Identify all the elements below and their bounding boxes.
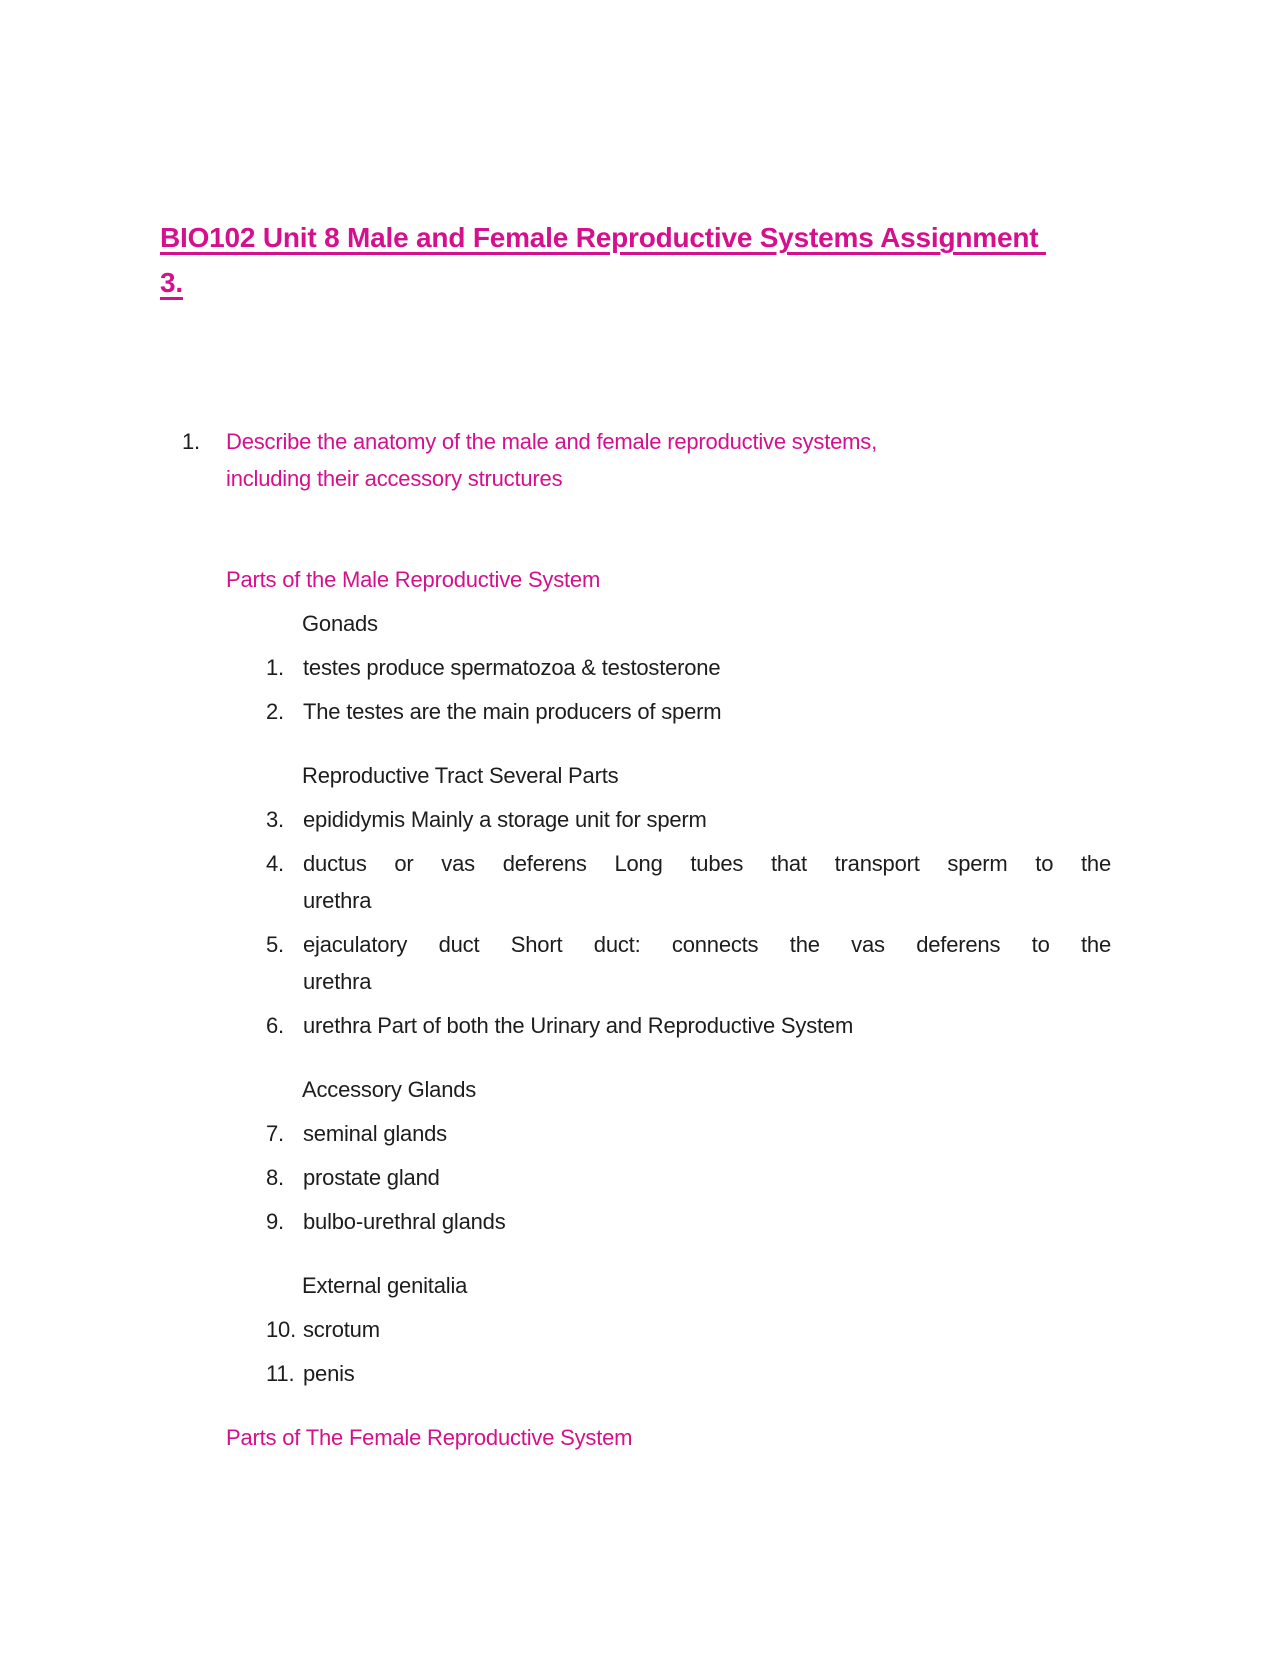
list-item-2	[266, 693, 1280, 730]
list-item-1-text: testes produce spermatozoa & testosterone	[303, 655, 721, 680]
question-number: 1.	[182, 429, 200, 454]
list-item-9-number: 9.	[266, 1209, 284, 1234]
subheading-external-genitalia: External genitalia	[302, 1273, 468, 1298]
document-title	[160, 215, 1160, 305]
list-item-1	[266, 649, 1280, 686]
male-section-heading: Parts of the Male Reproductive System	[226, 567, 601, 592]
list-item-9-text: bulbo-urethral glands	[303, 1209, 506, 1234]
list-item-8-number: 8.	[266, 1165, 284, 1190]
list-item-6-number: 6.	[266, 1013, 284, 1038]
list-item-5-line-2: urethra	[303, 969, 372, 994]
question-text-line-1: Describe the anatomy of the male and female reproductive systems,	[226, 429, 877, 454]
list-item-10-text: scrotum	[303, 1317, 380, 1342]
list-item-7	[266, 1115, 1280, 1152]
list-item-5-text	[303, 926, 1111, 1000]
list-item-4-number: 4.	[266, 851, 284, 876]
list-item-8	[266, 1159, 1280, 1196]
list-item-6-text: urethra Part of both the Urinary and Reproductive System	[303, 1013, 854, 1038]
list-item-11	[266, 1355, 1280, 1392]
female-section-heading: Parts of The Female Reproductive System	[226, 1425, 633, 1450]
list-item-7-number: 7.	[266, 1121, 284, 1146]
question-1	[182, 423, 1280, 497]
list-item-4-line-1: ductus or vas deferens Long tubes that transport sperm to the	[303, 851, 1111, 876]
list-item-3-text: epididymis Mainly a storage unit for sperm	[303, 807, 707, 832]
question-text-line-2: including their accessory structures	[226, 466, 563, 491]
list-item-8-text: prostate gland	[303, 1165, 440, 1190]
document-title-line-2: 3.	[160, 267, 183, 298]
list-item-3-number: 3.	[266, 807, 284, 832]
list-item-4	[266, 845, 1280, 919]
list-item-4-text	[303, 845, 1111, 919]
list-item-10-number: 10.	[266, 1317, 296, 1342]
list-item-2-text: The testes are the main producers of sperm	[303, 699, 722, 724]
list-item-5-line-1: ejaculatory duct Short duct: connects the vas deferens to the	[303, 932, 1111, 957]
document-title-line-1: BIO102 Unit 8 Male and Female Reproductive Systems Assignment	[160, 222, 1046, 253]
subheading-reproductive-tract: Reproductive Tract Several Parts	[302, 763, 619, 788]
list-item-11-number: 11.	[266, 1361, 295, 1386]
list-item-6	[266, 1007, 1280, 1044]
list-item-5	[266, 926, 1280, 1000]
list-item-3	[266, 801, 1280, 838]
list-item-5-number: 5.	[266, 932, 284, 957]
list-item-10	[266, 1311, 1280, 1348]
subheading-gonads: Gonads	[302, 611, 378, 636]
list-item-7-text: seminal glands	[303, 1121, 447, 1146]
list-item-11-text: penis	[303, 1361, 355, 1386]
list-item-9	[266, 1203, 1280, 1240]
list-item-1-number: 1.	[266, 655, 284, 680]
subheading-accessory-glands: Accessory Glands	[302, 1077, 477, 1102]
question-text	[226, 423, 1056, 497]
list-item-2-number: 2.	[266, 699, 284, 724]
list-item-4-line-2: urethra	[303, 888, 372, 913]
